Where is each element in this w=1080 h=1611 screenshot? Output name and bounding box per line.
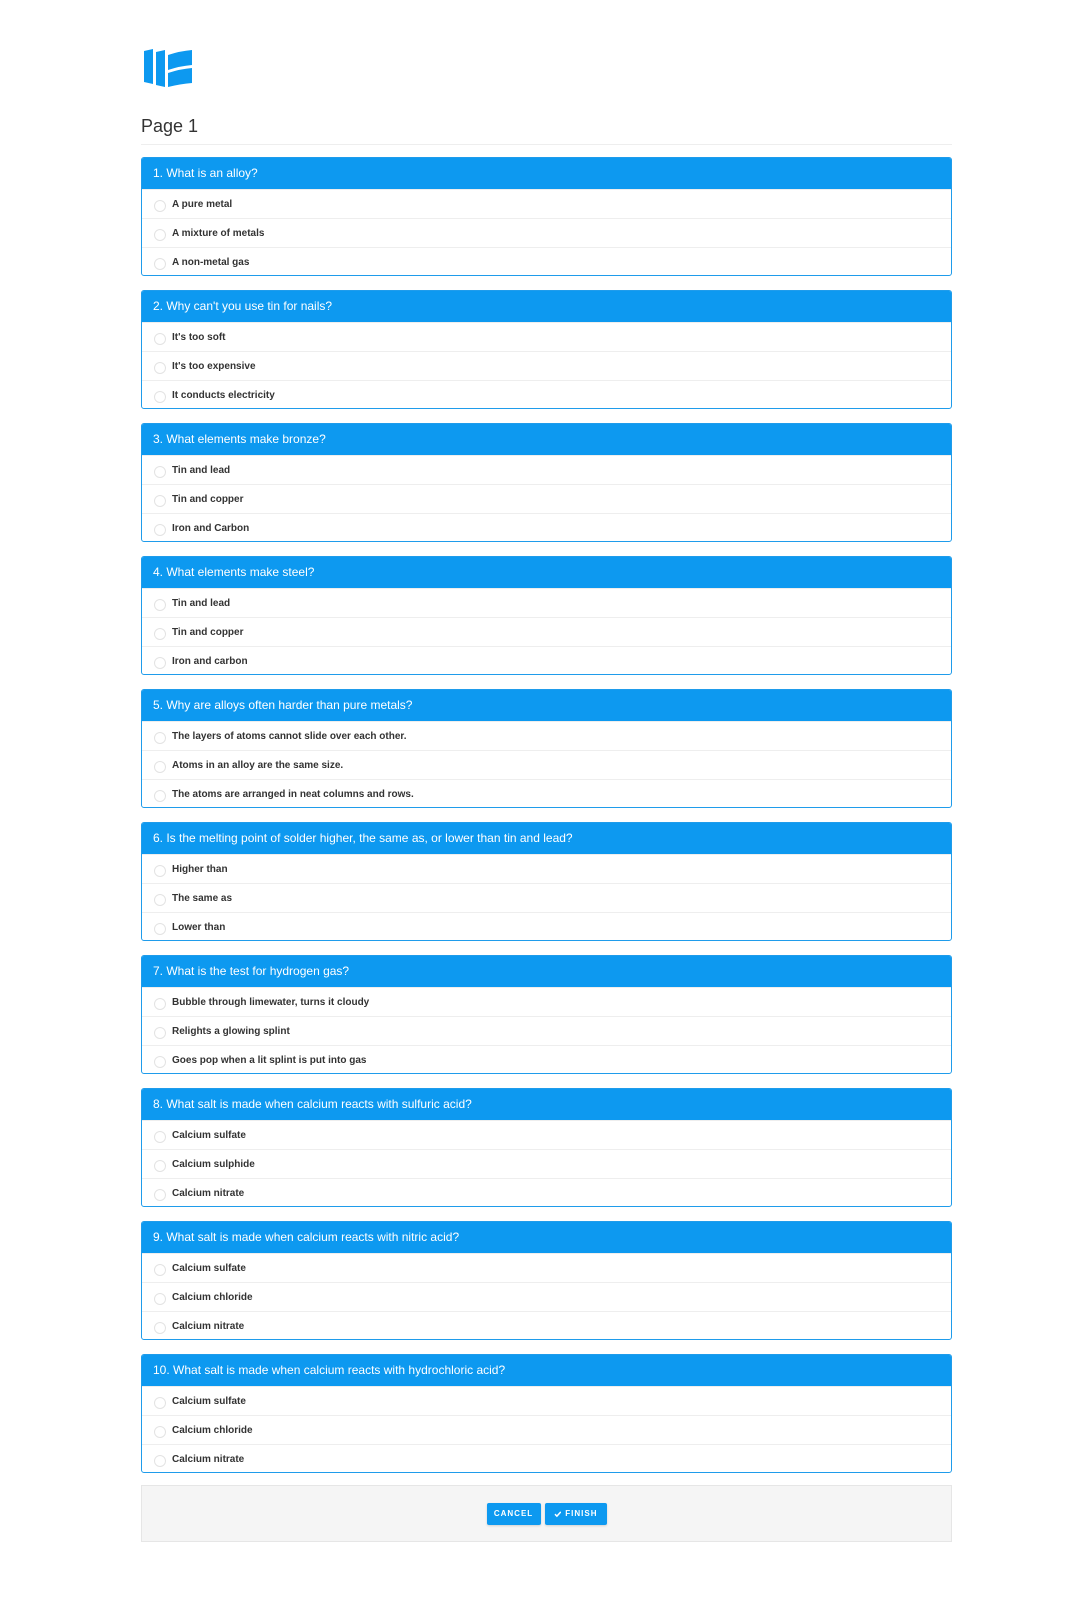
radio-button[interactable] (154, 1264, 166, 1276)
answer-option[interactable] (142, 1149, 951, 1178)
radio-button[interactable] (154, 894, 166, 906)
answer-label: Higher than (172, 863, 228, 875)
radio-button[interactable] (154, 1455, 166, 1467)
radio-button[interactable] (154, 998, 166, 1010)
answer-label: A non-metal gas (172, 256, 250, 268)
answer-label: A pure metal (172, 198, 233, 210)
answer-option[interactable] (142, 617, 951, 646)
radio-button[interactable] (154, 790, 166, 802)
answer-label: Relights a glowing splint (172, 1025, 290, 1037)
answer-label: Calcium nitrate (172, 1453, 245, 1465)
question-panel (141, 157, 952, 276)
answer-option[interactable] (142, 1311, 951, 1340)
radio-button[interactable] (154, 333, 166, 345)
finish-button-label: FINISH (565, 1509, 598, 1518)
radio-button[interactable] (154, 1189, 166, 1201)
answer-label: Calcium chloride (172, 1291, 253, 1303)
answer-label: Atoms in an alloy are the same size. (172, 759, 344, 771)
question-title: 4. What elements make steel? (142, 557, 951, 588)
radio-button[interactable] (154, 1027, 166, 1039)
answer-label: Calcium nitrate (172, 1320, 245, 1332)
radio-button[interactable] (154, 1293, 166, 1305)
answer-option[interactable] (142, 1415, 951, 1444)
answer-label: Tin and lead (172, 597, 231, 609)
answer-option[interactable] (142, 513, 951, 542)
radio-button[interactable] (154, 1397, 166, 1409)
answer-option[interactable] (142, 1178, 951, 1207)
answer-label: The same as (172, 892, 233, 904)
answer-option[interactable] (142, 912, 951, 941)
answer-option[interactable] (142, 721, 951, 750)
radio-button[interactable] (154, 1056, 166, 1068)
page-title: Page 1 (141, 114, 952, 145)
radio-button[interactable] (154, 229, 166, 241)
answer-option[interactable] (142, 1045, 951, 1074)
answer-label: It's too expensive (172, 360, 256, 372)
answer-option[interactable] (142, 247, 951, 276)
question-title: 10. What salt is made when calcium reacts with hydrochloric acid? (142, 1355, 951, 1386)
answer-option[interactable] (142, 1016, 951, 1045)
answer-option[interactable] (142, 380, 951, 409)
question-title: 7. What is the test for hydrogen gas? (142, 956, 951, 987)
survey-footer (141, 1485, 952, 1542)
answer-label: Calcium chloride (172, 1424, 253, 1436)
answer-option[interactable] (142, 1253, 951, 1282)
answer-option[interactable] (142, 987, 951, 1016)
answer-label: It's too soft (172, 331, 226, 343)
radio-button[interactable] (154, 1131, 166, 1143)
answer-label: Calcium sulphide (172, 1158, 255, 1170)
answer-label: Calcium sulfate (172, 1395, 246, 1407)
answer-option[interactable] (142, 218, 951, 247)
question-panel (141, 1221, 952, 1340)
answer-option[interactable] (142, 883, 951, 912)
question-title: 5. Why are alloys often harder than pure metals? (142, 690, 951, 721)
answer-label: The atoms are arranged in neat columns and rows. (172, 788, 414, 800)
question-title: 2. Why can't you use tin for nails? (142, 291, 951, 322)
question-title: 9. What salt is made when calcium reacts with nitric acid? (142, 1222, 951, 1253)
radio-button[interactable] (154, 1160, 166, 1172)
radio-button[interactable] (154, 761, 166, 773)
answer-option[interactable] (142, 646, 951, 675)
answer-label: It conducts electricity (172, 389, 275, 401)
answer-label: Tin and lead (172, 464, 231, 476)
answer-option[interactable] (142, 1120, 951, 1149)
radio-button[interactable] (154, 524, 166, 536)
answer-label: Iron and carbon (172, 655, 248, 667)
answer-option[interactable] (142, 1386, 951, 1415)
finish-button[interactable] (545, 1503, 607, 1525)
answer-option[interactable] (142, 1444, 951, 1473)
answer-option[interactable] (142, 455, 951, 484)
answer-option[interactable] (142, 779, 951, 808)
radio-button[interactable] (154, 1426, 166, 1438)
answer-option[interactable] (142, 854, 951, 883)
answer-label: Calcium sulfate (172, 1129, 246, 1141)
question-panel (141, 1088, 952, 1207)
question-title: 8. What salt is made when calcium reacts with sulfuric acid? (142, 1089, 951, 1120)
cancel-button[interactable] (487, 1503, 541, 1525)
answer-label: Tin and copper (172, 493, 244, 505)
radio-button[interactable] (154, 362, 166, 374)
open-book-icon (144, 49, 192, 87)
answer-label: Bubble through limewater, turns it cloudy (172, 996, 370, 1008)
question-panel (141, 556, 952, 675)
radio-button[interactable] (154, 391, 166, 403)
answer-option[interactable] (142, 322, 951, 351)
radio-button[interactable] (154, 923, 166, 935)
radio-button[interactable] (154, 466, 166, 478)
answer-label: Goes pop when a lit splint is put into gas (172, 1054, 367, 1066)
question-list (141, 157, 952, 1487)
answer-option[interactable] (142, 588, 951, 617)
answer-label: A mixture of metals (172, 227, 265, 239)
answer-label: Iron and Carbon (172, 522, 250, 534)
answer-option[interactable] (142, 484, 951, 513)
radio-button[interactable] (154, 628, 166, 640)
radio-button[interactable] (154, 732, 166, 744)
answer-label: Tin and copper (172, 626, 244, 638)
answer-label: The layers of atoms cannot slide over each other. (172, 730, 407, 742)
question-title: 6. Is the melting point of solder higher, the same as, or lower than tin and lead? (142, 823, 951, 854)
answer-option[interactable] (142, 750, 951, 779)
answer-option[interactable] (142, 1282, 951, 1311)
answer-option[interactable] (142, 351, 951, 380)
answer-label: Calcium nitrate (172, 1187, 245, 1199)
question-title: 3. What elements make bronze? (142, 424, 951, 455)
question-title: 1. What is an alloy? (142, 158, 951, 189)
question-panel (141, 689, 952, 808)
radio-button[interactable] (154, 599, 166, 611)
answer-label: Calcium sulfate (172, 1262, 246, 1274)
radio-button[interactable] (154, 200, 166, 212)
check-icon (554, 1510, 562, 1518)
question-panel (141, 955, 952, 1074)
question-panel (141, 423, 952, 542)
question-panel (141, 822, 952, 941)
answer-option[interactable] (142, 189, 951, 218)
radio-button[interactable] (154, 865, 166, 877)
cancel-button-label: CANCEL (493, 1509, 534, 1518)
radio-button[interactable] (154, 657, 166, 669)
answer-label: Lower than (172, 921, 226, 933)
question-panel (141, 290, 952, 409)
radio-button[interactable] (154, 495, 166, 507)
question-panel (141, 1354, 952, 1473)
radio-button[interactable] (154, 258, 166, 270)
radio-button[interactable] (154, 1322, 166, 1334)
